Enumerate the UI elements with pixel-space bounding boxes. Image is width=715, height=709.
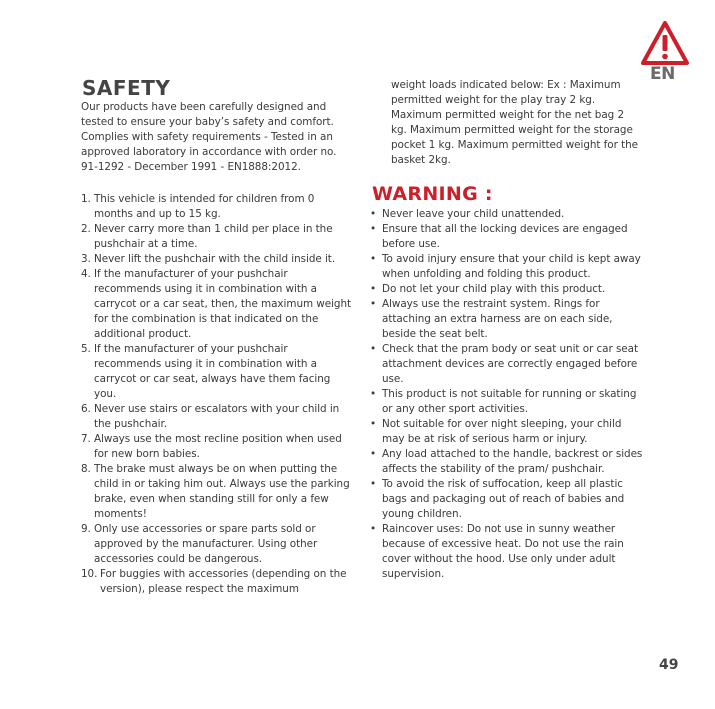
list-item: 9. Only use accessories or spare parts sold or approved by the manufacturer. Using other accessories could be dangerous. bbox=[81, 523, 318, 565]
safety-intro: Our products have been carefully designed and tested to ensure your baby’s safety and comfort. Complies with safety requirements - Tested in an approved laboratory in accordance with order no. 91-1292 - December 1991 - EN1888:2012. bbox=[81, 101, 337, 173]
safety-list bbox=[81, 192, 353, 597]
page-number: 49 bbox=[659, 657, 679, 673]
right-column bbox=[368, 78, 643, 582]
warning-triangle-icon bbox=[640, 20, 690, 68]
warning-item: • Ensure that all the locking devices are engaged before use. bbox=[370, 223, 628, 250]
list-item: 7. Always use the most recline position when used for new born babies. bbox=[81, 433, 342, 460]
list-item: 6. Never use stairs or escalators with your child in the pushchair. bbox=[81, 403, 340, 430]
list-item: 1. This vehicle is intended for children from 0 months and up to 15 kg. bbox=[81, 193, 315, 220]
warning-title: WARNING : bbox=[372, 183, 493, 205]
warning-item: • Check that the pram body or seat unit or car seat attachment devices are correctly engaged before use. bbox=[370, 343, 638, 385]
list-item: 10. For buggies with accessories (depending on the version), please respect the maximum bbox=[81, 568, 347, 595]
warning-item: • Never leave your child unattended. bbox=[370, 208, 565, 220]
warning-item: • Raincover uses: Do not use in sunny weather because of excessive heat. Do not use the rain cover without the hood. Use only under adult supervision. bbox=[370, 523, 624, 580]
warning-list bbox=[368, 207, 643, 582]
list-item: 2. Never carry more than 1 child per place in the pushchair at a time. bbox=[81, 223, 333, 250]
warning-item: • Do not let your child play with this product. bbox=[370, 283, 606, 295]
warning-item: • Always use the restraint system. Rings for attaching an extra harness are on each side, beside the seat belt. bbox=[370, 298, 613, 340]
language-code: EN bbox=[650, 64, 675, 84]
list-item: 4. If the manufacturer of your pushchair recommends using it in combination with a carrycot or a car seat, then, the maximum weight for the combination is that indicated on the additional product. bbox=[81, 268, 352, 340]
warning-item: • To avoid injury ensure that your child is kept away when unfolding and folding this product. bbox=[370, 253, 641, 280]
warning-item: • Any load attached to the handle, backrest or sides affects the stability of the pram/ pushchair. bbox=[370, 448, 643, 475]
warning-item: • Not suitable for over night sleeping, your child may be at risk of serious harm or injury. bbox=[370, 418, 622, 445]
list-item: 8. The brake must always be on when putting the child in or taking him out. Always use the parking brake, even when standing still for only a few moments! bbox=[81, 463, 350, 520]
list-item: 5. If the manufacturer of your pushchair recommends using it in combination with a carrycot or car seat, always have them facing you. bbox=[81, 343, 331, 400]
left-column bbox=[81, 76, 353, 597]
list-item-continued: weight loads indicated below: Ex : Maximum permitted weight for the play tray 2 kg. Maximum permitted weight for the net bag 2 kg. Maximum permitted weight for the storage pocket 1 kg. Maximum permitted weight for the basket 2kg. bbox=[391, 79, 638, 166]
warning-item: • To avoid the risk of suffocation, keep all plastic bags and packaging out of reach of babies and young children. bbox=[370, 478, 625, 520]
list-item: 3. Never lift the pushchair with the child inside it. bbox=[81, 253, 336, 265]
safety-title: SAFETY bbox=[82, 76, 171, 100]
warning-item: • This product is not suitable for running or skating or any other sport activities. bbox=[370, 388, 637, 415]
